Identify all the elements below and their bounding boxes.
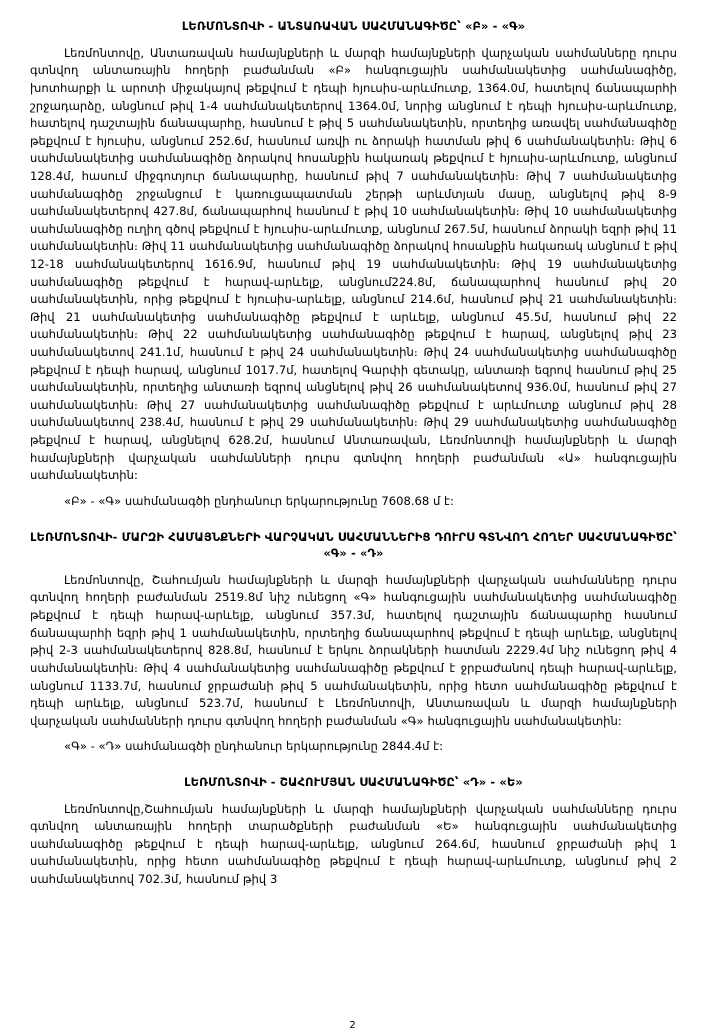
- section-body-3: Լեռմոնտովը,Շահումյան համայնքների և մարզի համայնքների վարչական սահմանները դուրս գտնվող անտառային հողերի տարածքների բաժանման «Ե» հանգուցային սահմանակետից սահմանագիծը թեքվում է դեպի հարավ-արևելք, անցնում 264.6մ, հասնում ջրբաժանի թիվ 1 սահմանակետին, որից հետո սահմանագիծը թեքվում է դեպի հարավ-արևմուտք, անցնում թիվ 2 սահմանակետով 702.3մ, հասնում թիվ 3: [30, 801, 677, 887]
- section-body-2: Լեռմոնտովը, Շահումյան համայնքների և մարզի համայնքների վարչական սահմանները դուրս գտնվող հողերի բաժանման 2519.8մ նիշ ունեցող «Գ» հանգուցային սահմանակետից սահմանագիծը թեքվում է դեպի հարավ-արևելք, անցնում 357.3մ, հատելով դաշտային ճանապարհը հասնում ճանապարհի եզրի թիվ 1 սահմանակետին, որտեղից ճանապարհով թեքվում է դեպի արևելք, անցնելով թիվ 2-3 սահմանակետերով 828.8մ, հասնում է երկու ձորակների հատման 2229.4մ նիշ ունեցող թիվ 4 սահմանակետին։ Թիվ 4 սահմանակետից սահմանագիծը թեքվում է ջրբաժանով դեպի հարավ-արևելք, անցնում 1133.7մ, հասնում ջրբաժանի թիվ 5 սահմանակետին, որից հետո սահմանագիծը թեքվում է դեպի արևելք, անցնում 523.7մ, հասնում է Լեռմոնտովի, Անտառավան և մարզի համայնքների վարչական սահմանների դուրս գտնվող հողերի բաժանման «Գ» հանգուցային սահմանակետին:: [30, 572, 677, 728]
- section-body-1: Լեռմոնտովը, Անտառավան համայնքների և մարզի համայնքների վարչական սահմանները դուրս գտնվող անտառային հողերի բաժանման «Բ» հանգուցային սահմանակետից սահմանագիծը, խոտհարքի և արոտի միջակայով թեքվում է դեպի հյուսիս-արևմուտք, 1364.0մ, հատելով ճանապարհի շրջադարձը, անցնում թիվ 1-4 սահմանակետերով 1364.0մ, նորից անցնում է դեպի հյուսիս-արևմուտք, հատելով դաշտային ճանապարհը, հասնում է թիվ 5 սահմանակետին, որտեղից առավել սահմանագիծը թեքվում է հյուսիս, անցնում 252.6մ, հասնում առվի ու ձորակի հատման թիվ 6 սահմանակետին։ Թիվ 6 սահմանակետից սահմանագիծը ձորակով հոսանքին հակառակ թեքվում է հյուսիս-արևմուտք, անցնում 128.4մ, հասում միջգոտյուր ճանապարհը, հասնում թիվ 7 սահմանակետին։ Թիվ 7 սահմանակետից սահմանագիծը շրջանցում է կառուցապատման շերթի արևմտյան մասը, անցնելով թիվ 8-9 սահմանակետերով 427.8մ, ճանապարհով հասնում է թիվ 10 սահմանակետին։ Թիվ 10 սահմանակետից սահմանագիծը ուղիղ գծով թեքվում է հյուսիս-արևմուտք, անցնում 267.5մ, հասնում ձորակի եզրի թիվ 11 սահմանակետին։ Թիվ 11 սահմանակետից սահմանագիծը ձորակով հոսանքին հակառակ անցնում է թիվ 12-18 սահմանակետերով 1616.9մ, հասնում թիվ 19 սահմանակետին։ Թիվ 19 սահմանակետից սահմանագիծը թեքվում է հարավ-արևելք, անցնում224.8մ, ճանապարհով հասնում թիվ 20 սահմանակետին, որից թեքվում է հյուսիս-արևելք, անցնում 214.6մ, հասնում թիվ 21 սահմանակետին։ Թիվ 21 սահմանակետից սահմանագիծը թեքվում է արևելք, անցնում 45.5մ, հասնում թիվ 22 սահմանակետին։ Թիվ 22 սահմանակետից սահմանագիծը թեքվում է հարավ, անցնելով թիվ 23 սահմանակետով 241.1մ, հասնում է թիվ 24 սահմանակետին։ Թիվ 24 սահմանակետից սահմանագիծը թեքվում է դեպի հարավ, անցնում 1017.7մ, հատելով Գարփի գետակը, անտառի եզրով հասնում թիվ 25 սահմանակետին, որտեղից անտառի եզրով անցնելով թիվ 26 սահմանակետով 936.0մ, հասնում թիվ 27 սահմանակետին։ Թիվ 27 սահմանակետից սահմանագիծը թեքվում է արևմուտք անցնում թիվ 28 սահմանակետով 238.4մ, հասնում է թիվ 29 սահմանակետին։ Թիվ 29 սահմանակետից սահմանագիծը թեքվում է հարավ, անցնելով 628.2մ, հասնում Անտառավան, Լեռմոնտովի համայնքների և մարզի համայնքների վարչական սահմանների դուրս գտնվող հողերի բաժանման «Ա» հանգուցային սահմանակետին:: [30, 45, 677, 483]
- section-summary-2: «Գ» - «Դ» սահմանագծի ընդհանուր երկարությունը 2844.4մ է:: [64, 739, 444, 754]
- section-title-3: ԼԵՌՄՈՆՏՈՎԻ - ՇԱՀՈՒՄՅԱՆ ՍԱՀՄԱՆԱԳԻԾԸ՝ «Դ» - «Ե»: [184, 774, 523, 789]
- page-number: 2: [349, 1020, 356, 1031]
- section-summary-1: «Բ» - «Գ» սահմանագծի ընդհանուր երկարությունը 7608.68 մ է:: [64, 493, 454, 508]
- section-lermontov-shahumyan: [30, 774, 677, 889]
- section-lermontov-antarravan: [30, 18, 677, 511]
- section-title-2: ԼԵՌՄՈՆՏՈՎԻ- ՄԱՐԶԻ ՀԱՄԱՅՆՔՆԵՐԻ ՎԱՐՉԱԿԱՆ ՍԱՀՄԱՆՆԵՐԻՑ ԴՈՒՐՍ ԳՏՆՎՈՂ ՀՈՂԵՐ ՍԱՀՄԱՆԱԳԻԾԸ՝ «Գ» - «Դ»: [30, 529, 677, 561]
- section-lermontov-marz: [30, 529, 677, 756]
- section-title-1: ԼԵՌՄՈՆՏՈՎԻ - ԱՆՏԱՌԱՎԱՆ ՍԱՀՄԱՆԱԳԻԾԸ՝ «Բ» - «Գ»: [181, 19, 526, 33]
